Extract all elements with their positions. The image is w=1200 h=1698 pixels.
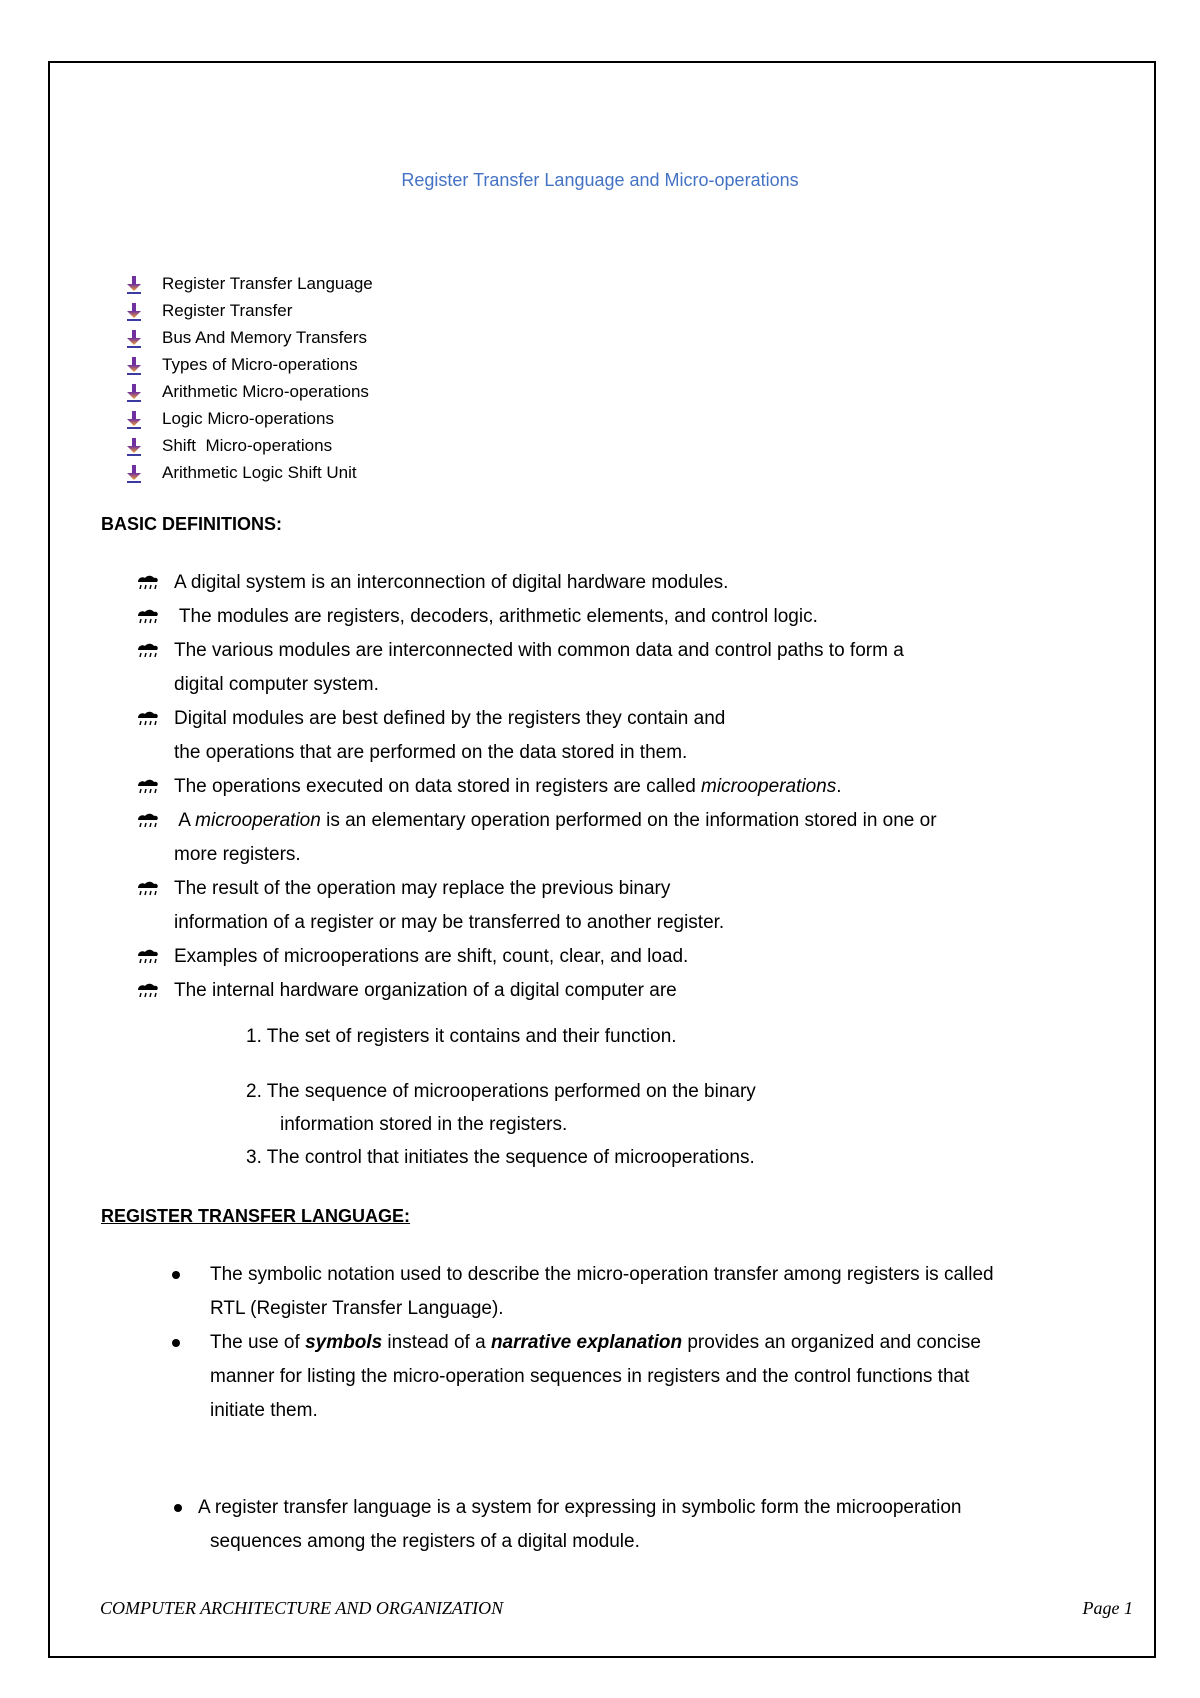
- basic-definitions-heading: BASIC DEFINITIONS:: [101, 514, 283, 534]
- document-title: Register Transfer Language and Micro-operations: [401, 170, 799, 190]
- arrow-down-icon: [124, 301, 144, 321]
- rtl-list: [170, 1258, 1130, 1428]
- definition-item: Examples of microoperations are shift, count, clear, and load.: [136, 940, 1096, 974]
- definition-item: The result of the operation may replace the previous binary information of a register or may be transferred to another register.: [136, 872, 1096, 940]
- arrow-down-icon: [124, 409, 144, 429]
- rtl-item: The symbolic notation used to describe the micro-operation transfer among registers is called RTL (Register Transfer Language).: [170, 1258, 1130, 1326]
- definition-item: A microoperation is an elementary operation performed on the information stored in one or more registers.: [136, 804, 1096, 872]
- definition-item: The various modules are interconnected with common data and control paths to form a digital computer system.: [136, 634, 1096, 702]
- cloud-rain-icon: [136, 711, 160, 727]
- arrow-down-icon: [124, 436, 144, 456]
- topics-list: [124, 270, 373, 486]
- rtl-item: A register transfer language is a system for expressing in symbolic form the microoperation sequences among the registers of a digital module.: [172, 1491, 1132, 1559]
- rtl-list-2: [172, 1491, 1132, 1559]
- topic-item: Types of Micro-operations: [124, 351, 373, 378]
- cloud-rain-icon: [136, 813, 160, 829]
- numbered-item-3: 3. The control that initiates the sequence of microoperations.: [246, 1147, 755, 1168]
- topic-item: Arithmetic Logic Shift Unit: [124, 459, 373, 486]
- numbered-item-1: 1. The set of registers it contains and their function.: [246, 1026, 677, 1047]
- rtl-item: The use of symbols instead of a narrative explanation provides an organized and concise manner for listing the micro-operation sequences in registers and the control functions that initiate them.: [170, 1326, 1130, 1428]
- definition-item: Digital modules are best defined by the registers they contain and the operations that are performed on the data stored in them.: [136, 702, 1096, 770]
- cloud-rain-icon: [136, 949, 160, 965]
- topic-item: Arithmetic Micro-operations: [124, 378, 373, 405]
- cloud-rain-icon: [136, 983, 160, 999]
- topic-item: Shift Micro-operations: [124, 432, 373, 459]
- term-microoperations: microoperations: [701, 776, 837, 797]
- arrow-down-icon: [124, 463, 144, 483]
- arrow-down-icon: [124, 328, 144, 348]
- bullet-icon: [174, 1504, 182, 1512]
- cloud-rain-icon: [136, 643, 160, 659]
- numbered-item-2: 2. The sequence of microoperations performed on the binary: [246, 1081, 756, 1102]
- numbered-list: 2. The sequence of microoperations performed on the binary information stored in the registers. 3. The control that initiates the sequence of microoperations.: [246, 1075, 756, 1174]
- definition-item: The modules are registers, decoders, arithmetic elements, and control logic.: [136, 600, 1096, 634]
- footer-course-title: COMPUTER ARCHITECTURE AND ORGANIZATION: [100, 1598, 504, 1618]
- topic-item: Bus And Memory Transfers: [124, 324, 373, 351]
- cloud-rain-icon: [136, 609, 160, 625]
- term-narrative-explanation: narrative explanation: [490, 1332, 683, 1353]
- bullet-icon: [172, 1271, 180, 1279]
- footer-page-number: Page 1: [1082, 1598, 1133, 1618]
- definitions-list: [136, 566, 1096, 1008]
- term-symbols: symbols: [305, 1332, 383, 1353]
- definition-item: The operations executed on data stored in registers are called microoperations.: [136, 770, 1096, 804]
- topic-item: Logic Micro-operations: [124, 405, 373, 432]
- definition-item: A digital system is an interconnection of digital hardware modules.: [136, 566, 1096, 600]
- term-microoperation: microoperation: [195, 810, 321, 831]
- arrow-down-icon: [124, 382, 144, 402]
- topic-item: Register Transfer Language: [124, 270, 373, 297]
- cloud-rain-icon: [136, 779, 160, 795]
- topic-item: Register Transfer: [124, 297, 373, 324]
- arrow-down-icon: [124, 355, 144, 375]
- bullet-icon: [172, 1339, 180, 1347]
- rtl-heading: REGISTER TRANSFER LANGUAGE:: [101, 1206, 411, 1226]
- cloud-rain-icon: [136, 881, 160, 897]
- definition-item: The internal hardware organization of a digital computer are: [136, 974, 1096, 1008]
- arrow-down-icon: [124, 274, 144, 294]
- cloud-rain-icon: [136, 575, 160, 591]
